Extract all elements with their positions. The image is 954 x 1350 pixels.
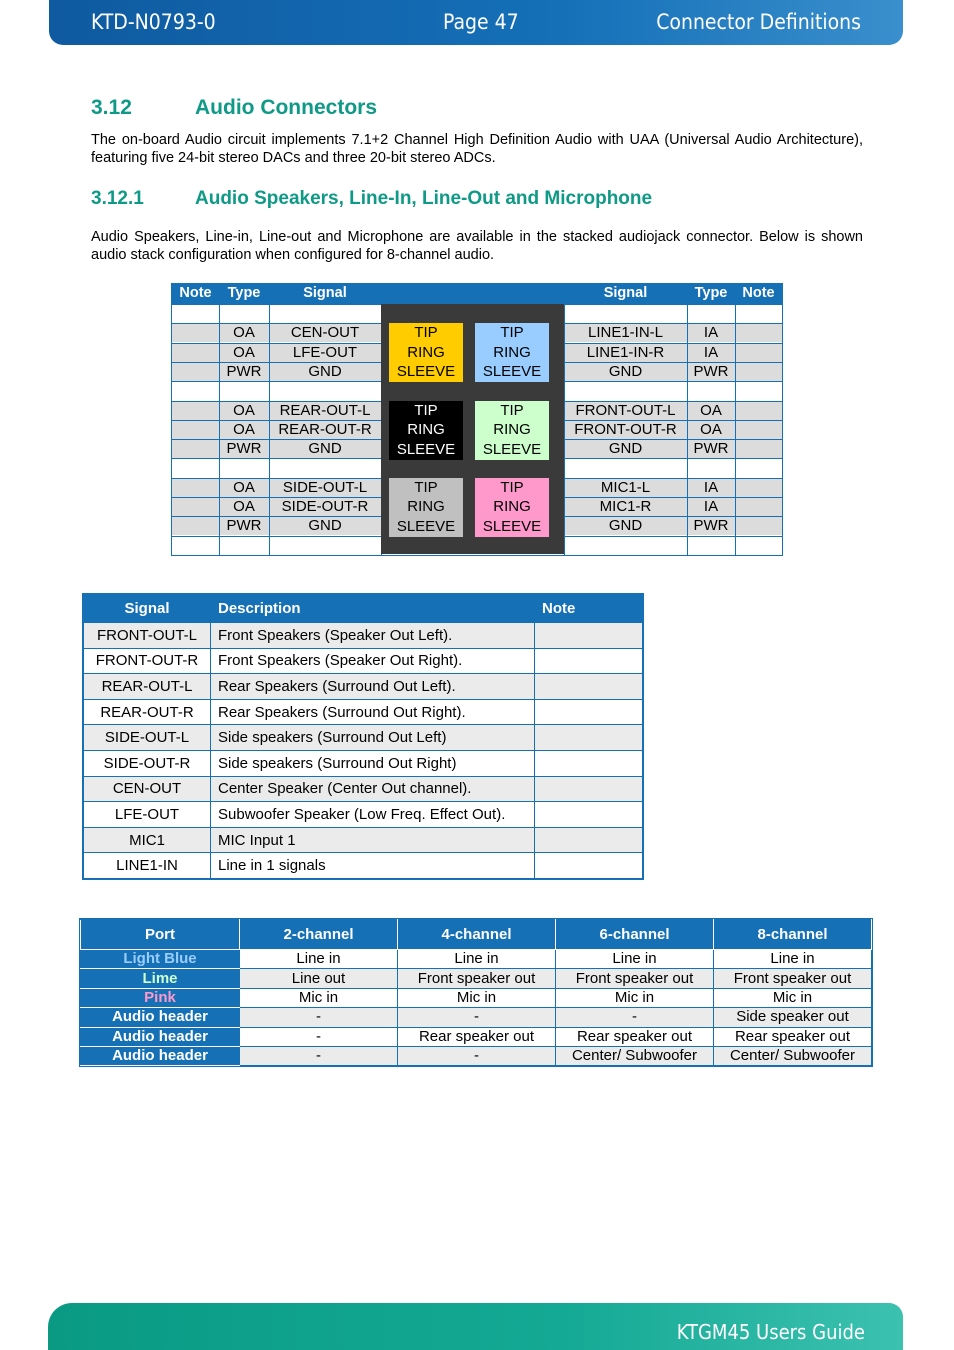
- stack-signal-cell: SIDE-OUT-L: [269, 478, 381, 497]
- port-channel-cell: Mic in: [240, 988, 398, 1007]
- desc-header-cell: Description: [211, 595, 535, 623]
- stack-note-cell: [172, 439, 219, 458]
- desc-description-cell: Side speakers (Surround Out Left): [211, 725, 535, 751]
- stack-type-cell: PWR: [219, 439, 269, 458]
- port-header-cell: 8-channel: [714, 920, 872, 950]
- port-channel-cell: Line in: [398, 950, 556, 969]
- stack-blank-cell: [735, 536, 782, 555]
- stack-blank-cell: [269, 536, 381, 555]
- stack-type-cell: IA: [687, 323, 735, 342]
- jack-contact-label: TIP: [500, 478, 524, 496]
- desc-note-cell: [535, 674, 643, 700]
- desc-header-cell: Note: [535, 595, 643, 623]
- desc-signal-cell: SIDE-OUT-R: [84, 750, 211, 776]
- desc-description-cell: Side speakers (Surround Out Right): [211, 750, 535, 776]
- stack-signal-cell: LINE1-IN-L: [564, 323, 687, 342]
- audio-jack-left: [389, 323, 463, 382]
- stack-blank-cell: [735, 304, 782, 323]
- port-channel-cell: Line in: [714, 950, 872, 969]
- port-header-cell: 4-channel: [398, 920, 556, 950]
- port-channel-cell: Line in: [240, 950, 398, 969]
- grid-line: [564, 516, 782, 517]
- audio-jack-right: [475, 401, 549, 460]
- stack-header-cell: Signal: [269, 284, 381, 304]
- table-row: [84, 802, 643, 828]
- desc-signal-cell: SIDE-OUT-L: [84, 725, 211, 751]
- stack-blank-cell: [687, 536, 735, 555]
- table-row: [84, 648, 643, 674]
- stack-signal-cell: LFE-OUT: [269, 343, 381, 362]
- port-channel-table: [80, 919, 872, 1066]
- page-header: [49, 0, 903, 45]
- audio-jack-right: [475, 478, 549, 537]
- port-header-cell: 2-channel: [240, 920, 398, 950]
- desc-note-cell: [535, 802, 643, 828]
- port-name-cell: Audio header: [81, 1027, 240, 1046]
- desc-note-cell: [535, 776, 643, 802]
- stack-note-cell: [172, 478, 219, 497]
- table-row: [81, 988, 872, 1007]
- footer-title: KTGM45 Users Guide: [676, 1320, 865, 1344]
- stack-blank-cell: [564, 458, 687, 477]
- section-number: 3.12: [91, 96, 132, 119]
- table-row: [81, 1008, 872, 1027]
- stack-note-cell: [172, 343, 219, 362]
- stack-note-cell: [735, 439, 782, 458]
- stack-note-cell: [172, 420, 219, 439]
- jack-contact-label: RING: [493, 421, 531, 438]
- desc-signal-cell: FRONT-OUT-R: [84, 648, 211, 674]
- table-row: [81, 950, 872, 969]
- stack-signal-cell: REAR-OUT-L: [269, 401, 381, 420]
- jack-contact-label: TIP: [414, 324, 438, 342]
- port-channel-cell: Front speaker out: [714, 969, 872, 988]
- port-header-cell: 6-channel: [556, 920, 714, 950]
- stack-blank-cell: [564, 304, 687, 323]
- stack-signal-cell: GND: [564, 439, 687, 458]
- desc-note-cell: [535, 827, 643, 853]
- stack-header-cell: Signal: [564, 284, 687, 304]
- table-row: [84, 827, 643, 853]
- grid-line: [564, 420, 782, 421]
- stack-header-cell: Type: [687, 284, 735, 304]
- desc-note-cell: [535, 725, 643, 751]
- stack-type-cell: OA: [219, 420, 269, 439]
- port-channel-cell: -: [240, 1008, 398, 1027]
- grid-line: [564, 323, 782, 324]
- port-channel-cell: -: [240, 1046, 398, 1065]
- stack-signal-cell: LINE1-IN-R: [564, 343, 687, 362]
- stack-blank-cell: [564, 536, 687, 555]
- port-name-cell: Pink: [81, 988, 240, 1007]
- stack-blank-cell: [269, 381, 381, 400]
- stack-signal-cell: GND: [269, 439, 381, 458]
- document-id: KTD-N0793-0: [91, 10, 216, 34]
- desc-description-cell: Front Speakers (Speaker Out Left).: [211, 623, 535, 649]
- stack-blank-cell: [735, 381, 782, 400]
- port-channel-cell: -: [240, 1027, 398, 1046]
- grid-line: [564, 304, 782, 305]
- subsection-number: 3.12.1: [91, 188, 144, 209]
- desc-signal-cell: FRONT-OUT-L: [84, 623, 211, 649]
- stack-note-cell: [735, 497, 782, 516]
- stack-signal-cell: GND: [269, 516, 381, 535]
- signal-description-table: [83, 594, 643, 879]
- port-name-cell: Lime: [81, 969, 240, 988]
- table-row: [81, 1046, 872, 1065]
- grid-line: [172, 439, 381, 440]
- stack-type-cell: OA: [219, 478, 269, 497]
- table-row: [81, 969, 872, 988]
- stack-signal-cell: FRONT-OUT-R: [564, 420, 687, 439]
- port-channel-cell: Rear speaker out: [398, 1027, 556, 1046]
- desc-signal-cell: LFE-OUT: [84, 802, 211, 828]
- jack-contact-label: SLEEVE: [482, 517, 542, 535]
- subsection-heading: [91, 188, 652, 210]
- grid-line: [564, 478, 782, 479]
- stack-signal-cell: MIC1-L: [564, 478, 687, 497]
- port-channel-cell: Line out: [240, 969, 398, 988]
- stack-note-cell: [172, 516, 219, 535]
- port-channel-cell: -: [398, 1046, 556, 1065]
- stack-note-cell: [172, 362, 219, 381]
- audio-jack-left: [389, 401, 463, 460]
- stack-note-cell: [172, 323, 219, 342]
- port-channel-cell: Mic in: [398, 988, 556, 1007]
- grid-line: [172, 304, 381, 305]
- port-channel-cell: Rear speaker out: [714, 1027, 872, 1046]
- jack-contact-label: SLEEVE: [396, 440, 456, 458]
- stack-blank-cell: [172, 536, 219, 555]
- stack-type-cell: IA: [687, 343, 735, 362]
- port-channel-cell: -: [556, 1008, 714, 1027]
- stack-note-cell: [735, 420, 782, 439]
- stack-signal-cell: GND: [269, 362, 381, 381]
- stack-type-cell: OA: [219, 323, 269, 342]
- desc-signal-cell: CEN-OUT: [84, 776, 211, 802]
- stack-type-cell: OA: [219, 497, 269, 516]
- stack-type-cell: PWR: [687, 362, 735, 381]
- desc-note-cell: [535, 648, 643, 674]
- stack-type-cell: PWR: [219, 362, 269, 381]
- stack-signal-cell: REAR-OUT-R: [269, 420, 381, 439]
- stack-blank-cell: [172, 381, 219, 400]
- grid-line: [564, 458, 782, 459]
- grid-line: [564, 536, 782, 537]
- audio-jack-left: [389, 478, 463, 537]
- stack-note-cell: [735, 323, 782, 342]
- grid-line: [172, 420, 381, 421]
- desc-description-cell: Rear Speakers (Surround Out Right).: [211, 699, 535, 725]
- stack-blank-cell: [564, 381, 687, 400]
- stack-blank-cell: [687, 381, 735, 400]
- port-channel-cell: Front speaker out: [398, 969, 556, 988]
- desc-description-cell: MIC Input 1: [211, 827, 535, 853]
- stack-blank-cell: [735, 458, 782, 477]
- jack-contact-label: RING: [407, 421, 445, 438]
- stack-type-cell: PWR: [219, 516, 269, 535]
- jack-contact-label: TIP: [500, 401, 524, 419]
- table-row: [84, 623, 643, 649]
- stack-type-cell: OA: [219, 401, 269, 420]
- stack-note-cell: [172, 401, 219, 420]
- desc-note-cell: [535, 853, 643, 879]
- port-header-cell: Port: [81, 920, 240, 950]
- table-row: [84, 776, 643, 802]
- table-row: [84, 674, 643, 700]
- grid-line: [172, 381, 381, 382]
- jack-contact-label: RING: [493, 343, 531, 361]
- stack-type-cell: PWR: [687, 516, 735, 535]
- grid-line: [564, 401, 782, 402]
- page-footer: [48, 1303, 903, 1350]
- stack-note-cell: [735, 362, 782, 381]
- stack-note-cell: [172, 497, 219, 516]
- desc-note-cell: [535, 623, 643, 649]
- port-name-cell: Audio header: [81, 1008, 240, 1027]
- section-title: Audio Connectors: [195, 96, 377, 119]
- desc-note-cell: [535, 699, 643, 725]
- section-body: The on-board Audio circuit implements 7.1+2 Channel High Definition Audio with UAA (Universal Audio Architecture), featuring five 24-bit stereo DACs and three 20-bit stereo ADCs.: [91, 132, 863, 166]
- port-channel-cell: Center/ Subwoofer: [714, 1046, 872, 1065]
- desc-description-cell: Front Speakers (Speaker Out Right).: [211, 648, 535, 674]
- chapter-title: Connector Definitions: [656, 10, 861, 34]
- grid-line: [564, 381, 782, 382]
- jack-contact-label: RING: [493, 498, 531, 516]
- jack-contact-label: RING: [407, 343, 445, 361]
- desc-note-cell: [535, 750, 643, 776]
- table-row: [84, 750, 643, 776]
- jack-contact-label: SLEEVE: [482, 440, 542, 458]
- grid-line: [172, 536, 381, 537]
- port-channel-cell: Mic in: [714, 988, 872, 1007]
- grid-line: [172, 401, 381, 402]
- stack-blank-cell: [172, 304, 219, 323]
- stack-note-cell: [735, 478, 782, 497]
- port-channel-cell: Rear speaker out: [556, 1027, 714, 1046]
- stack-blank-cell: [219, 536, 269, 555]
- stack-blank-cell: [687, 458, 735, 477]
- desc-description-cell: Line in 1 signals: [211, 853, 535, 879]
- stack-signal-cell: MIC1-R: [564, 497, 687, 516]
- port-channel-cell: Center/ Subwoofer: [556, 1046, 714, 1065]
- desc-description-cell: Subwoofer Speaker (Low Freq. Effect Out).: [211, 802, 535, 828]
- stack-header-cell: Type: [219, 284, 269, 304]
- port-name-cell: Audio header: [81, 1046, 240, 1065]
- grid-line: [172, 478, 381, 479]
- stack-blank-cell: [269, 458, 381, 477]
- grid-line: [172, 458, 381, 459]
- jack-contact-label: TIP: [500, 324, 524, 342]
- port-channel-cell: Mic in: [556, 988, 714, 1007]
- port-channel-cell: -: [398, 1008, 556, 1027]
- desc-description-cell: Center Speaker (Center Out channel).: [211, 776, 535, 802]
- stack-type-cell: OA: [687, 420, 735, 439]
- stack-type-cell: IA: [687, 497, 735, 516]
- stack-blank-cell: [219, 304, 269, 323]
- jack-contact-label: TIP: [414, 478, 438, 496]
- port-channel-cell: Line in: [556, 950, 714, 969]
- stack-note-cell: [735, 401, 782, 420]
- jack-contact-label: SLEEVE: [396, 363, 456, 381]
- grid-line: [172, 362, 381, 363]
- stack-signal-cell: GND: [564, 362, 687, 381]
- stack-type-cell: OA: [219, 343, 269, 362]
- table-row: [84, 725, 643, 751]
- port-name-cell: Light Blue: [81, 950, 240, 969]
- grid-line: [564, 439, 782, 440]
- stack-blank-cell: [687, 304, 735, 323]
- subsection-title: Audio Speakers, Line-In, Line-Out and Microphone: [195, 188, 653, 209]
- grid-line: [172, 323, 381, 324]
- stack-signal-cell: CEN-OUT: [269, 323, 381, 342]
- jack-contact-label: TIP: [414, 401, 438, 419]
- subsection-body: Audio Speakers, Line-in, Line-out and Microphone are available in the stacked audiojack connector. Below is shown audio stack configuration when configured for 8-channel audio.: [91, 229, 863, 263]
- desc-signal-cell: LINE1-IN: [84, 853, 211, 879]
- jack-contact-label: SLEEVE: [482, 363, 542, 381]
- stack-blank-cell: [219, 458, 269, 477]
- grid-line: [172, 343, 381, 344]
- stack-blank-cell: [172, 458, 219, 477]
- jack-contact-label: RING: [407, 498, 445, 516]
- audio-stack-table: [171, 283, 783, 556]
- stack-blank-cell: [269, 304, 381, 323]
- desc-header-cell: Signal: [84, 595, 211, 623]
- table-row: [81, 1027, 872, 1046]
- stack-signal-cell: FRONT-OUT-L: [564, 401, 687, 420]
- table-row: [84, 853, 643, 879]
- table-row: [84, 699, 643, 725]
- grid-line: [564, 362, 782, 363]
- grid-line: [172, 516, 381, 517]
- stack-header-cell: Note: [172, 284, 219, 304]
- grid-line: [564, 497, 782, 498]
- audio-jack-right: [475, 323, 549, 382]
- desc-signal-cell: MIC1: [84, 827, 211, 853]
- stack-note-cell: [735, 343, 782, 362]
- desc-description-cell: Rear Speakers (Surround Out Left).: [211, 674, 535, 700]
- stack-type-cell: IA: [687, 478, 735, 497]
- grid-line: [564, 343, 782, 344]
- grid-line: [172, 497, 381, 498]
- jack-contact-label: SLEEVE: [396, 517, 456, 535]
- stack-note-cell: [735, 516, 782, 535]
- page-number: Page 47: [443, 10, 519, 34]
- port-channel-cell: Side speaker out: [714, 1008, 872, 1027]
- section-heading: [91, 96, 377, 120]
- stack-header-cell: Note: [735, 284, 782, 304]
- port-channel-cell: Front speaker out: [556, 969, 714, 988]
- stack-type-cell: OA: [687, 401, 735, 420]
- stack-type-cell: PWR: [687, 439, 735, 458]
- stack-signal-cell: GND: [564, 516, 687, 535]
- desc-signal-cell: REAR-OUT-L: [84, 674, 211, 700]
- stack-blank-cell: [219, 381, 269, 400]
- desc-signal-cell: REAR-OUT-R: [84, 699, 211, 725]
- stack-signal-cell: SIDE-OUT-R: [269, 497, 381, 516]
